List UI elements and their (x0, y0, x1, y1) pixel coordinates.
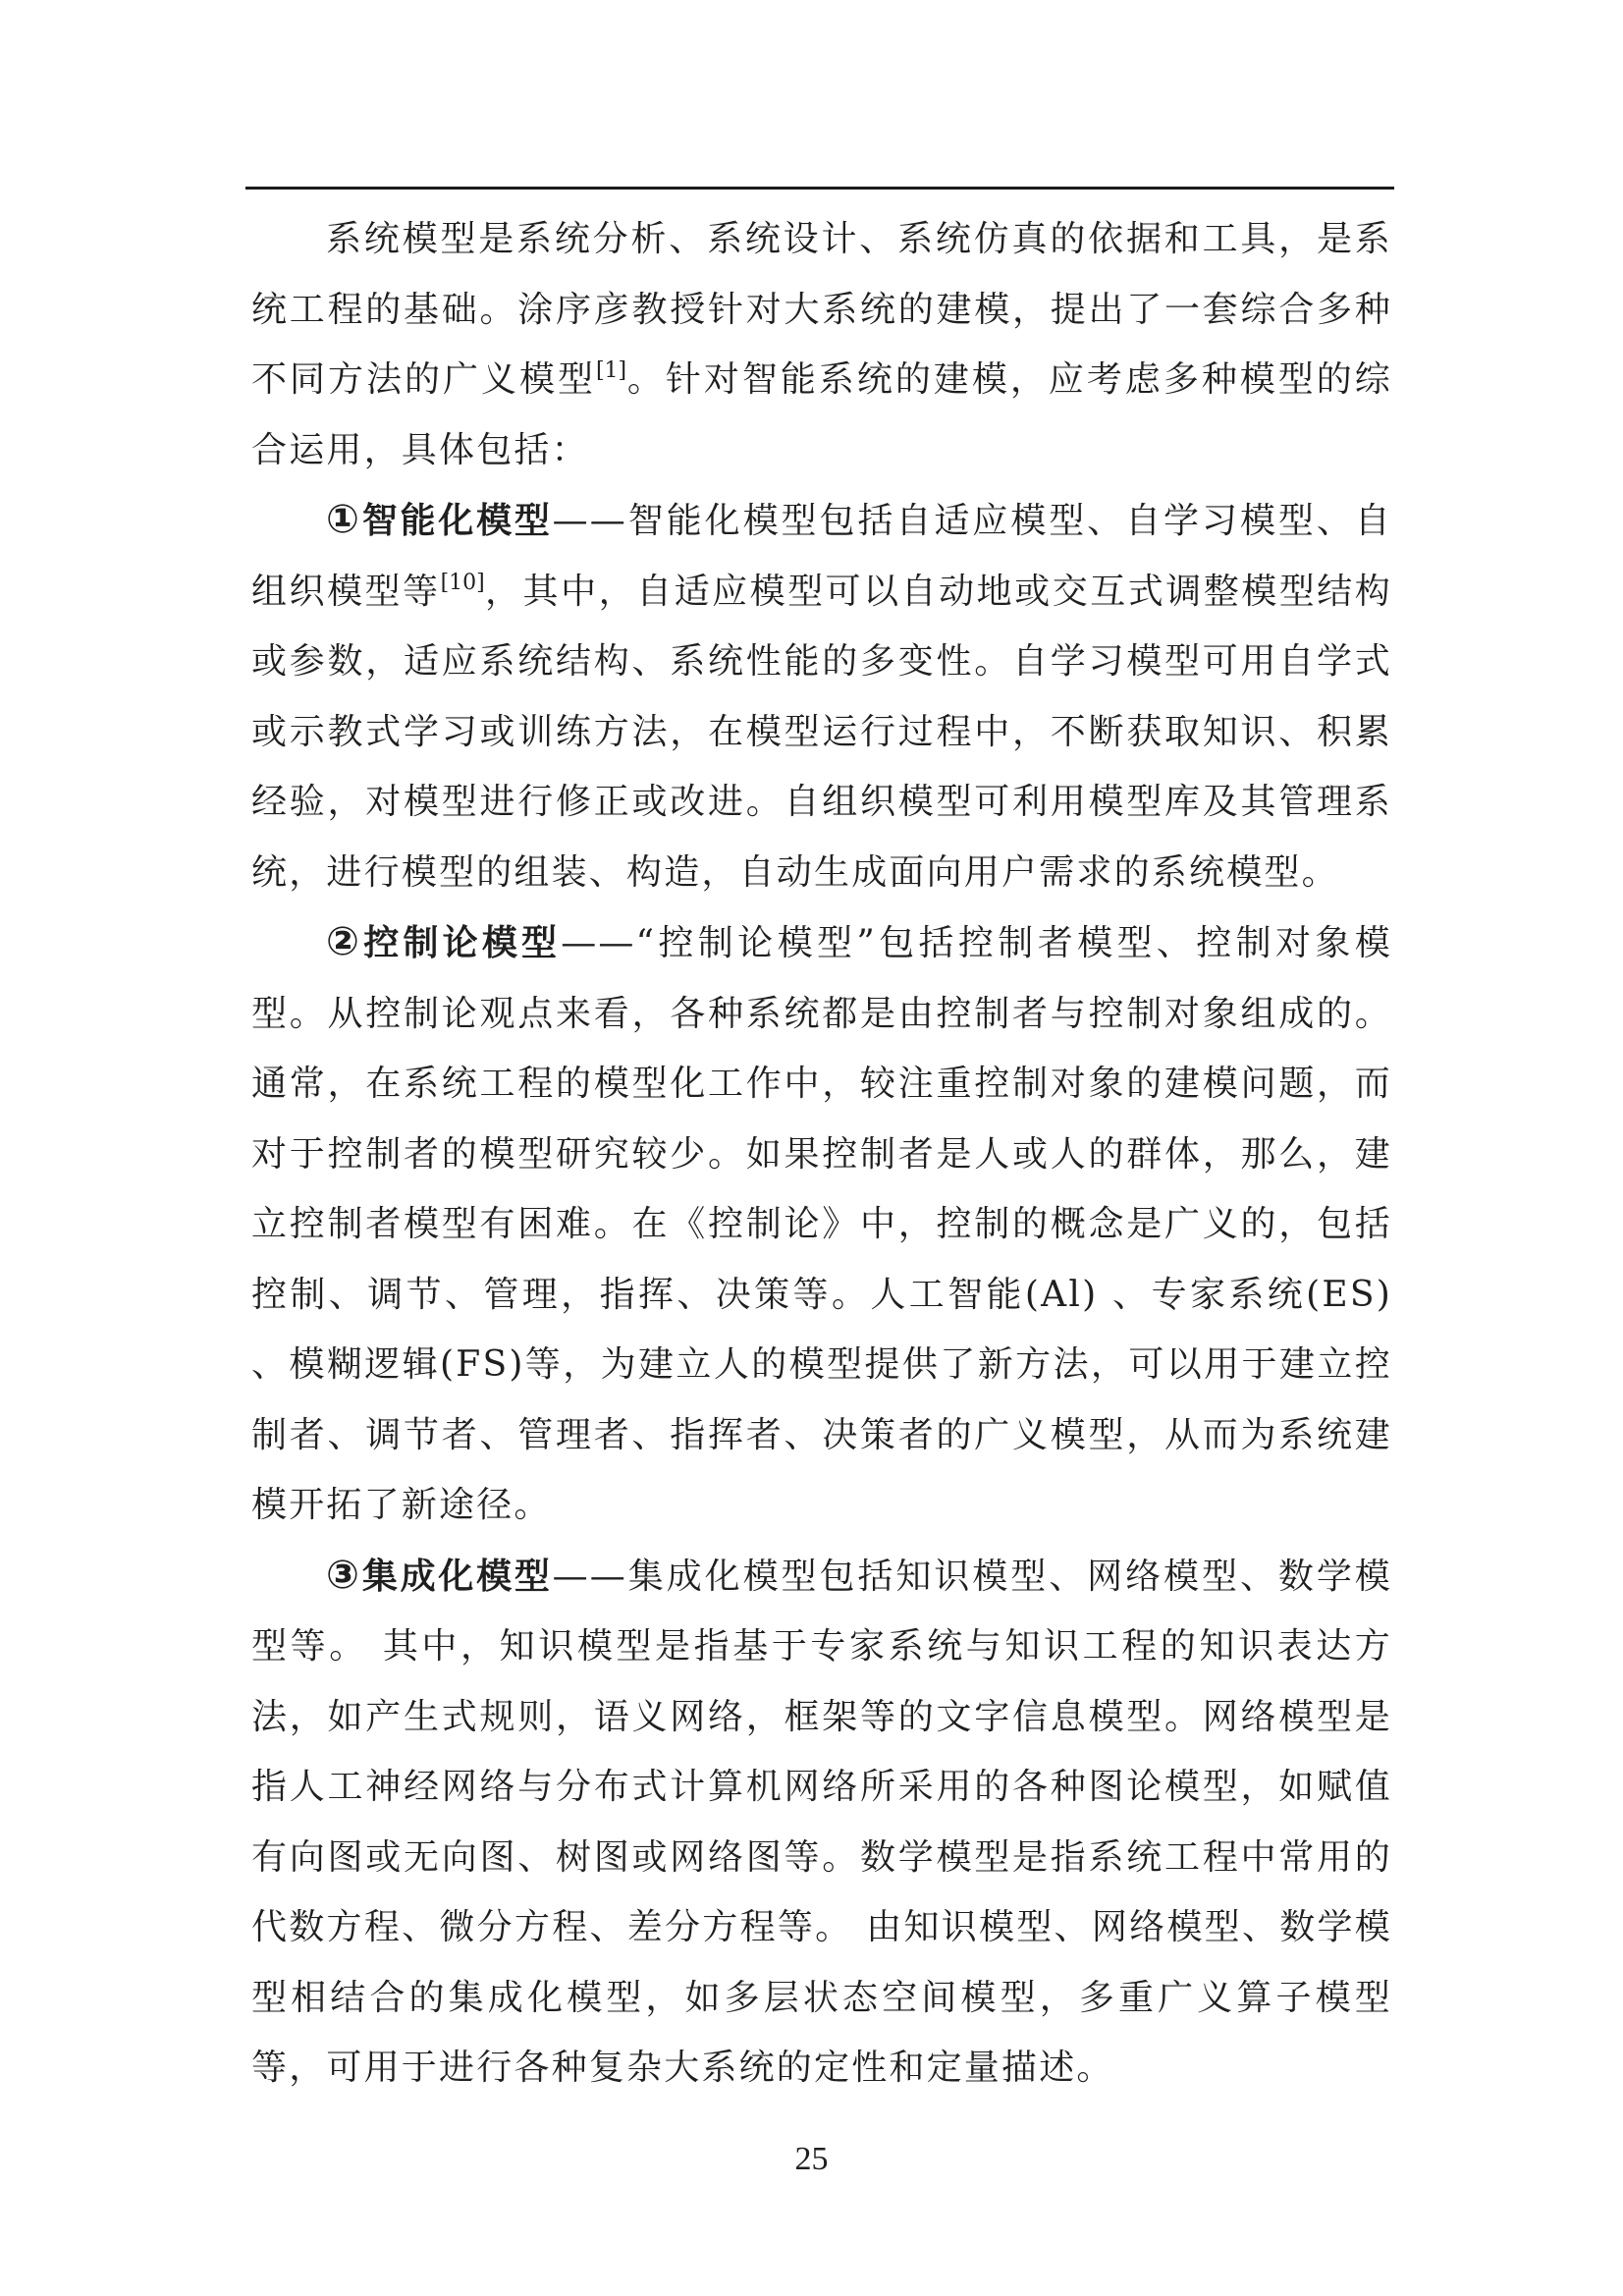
body-text (251, 204, 1392, 2104)
citation-ref: [1] (595, 358, 627, 383)
paragraph-text: ——智能化模型包括自适应模型、自学习模型、自组织模型等 (251, 501, 1392, 612)
item-number: ① (326, 497, 362, 542)
item-number: ③ (326, 1552, 362, 1598)
paragraph-text: 系统模型是系统分析、系统设计、系统仿真的依据和工具，是系统工程的基础。涂序彦教授针对大系统的建模，提出了一套综合多种不同方法的广义模型 (251, 219, 1392, 400)
paragraph-text: ，其中，自适应模型可以自动地或交互式调整模型结构或参数，适应系统结构、系统性能的多变性。自学习模型可用自学式或示教式学习或训练方法，在模型运行过程中，不断获取知识、积累经验，对模型进行修正或改进。自组织模型可利用模型库及其管理系统，进行模型的组装、构造，自动生成面向用户需求的系统模型。 (251, 571, 1392, 893)
item-heading: 控制论模型 (363, 923, 562, 963)
paragraph-cybernetic-model (251, 907, 1392, 1541)
item-heading: 智能化模型 (361, 501, 553, 541)
page-number: 25 (794, 2141, 829, 2177)
item-number: ② (326, 919, 364, 964)
paragraph-text: 。针对智能系统的建模，应考虑多种模型的综合运用，具体包括： (251, 359, 1392, 470)
paragraph-text: ——“控制论模型”包括控制者模型、控制对象模型。从控制论观点来看，各种系统都是由控制者与控制对象组成的。通常，在系统工程的模型化工作中，较注重控制对象的建模问题，而对于控制者的模型研究较少。如果控制者是人或人的群体，那么，建立控制者模型有困难。在《控制论》中，控制的概念是广义的，包括控制、调节、管理，指挥、决策等。人工智能(Al) 、专家系统(ES) 、模糊逻辑(FS)等，为建立人的模型提供了新方法，可以用于建立控制者、调节者、管理者、指挥者、决策者的广义模型，从而为系统建模开拓了新途径。 (251, 923, 1392, 1525)
item-heading: 集成化模型 (361, 1556, 553, 1597)
paragraph-intro (251, 204, 1392, 485)
paragraph-intelligent-model (251, 485, 1392, 907)
header-rule (245, 187, 1394, 190)
paragraph-integrated-model (251, 1541, 1392, 2104)
paragraph-text: ——集成化模型包括知识模型、网络模型、数学模型等。 其中，知识模型是指基于专家系统与知识工程的知识表达方法，如产生式规则，语义网络，框架等的文字信息模型。网络模型是指人工神经网络与分布式计算机网络所采用的各种图论模型，如赋值有向图或无向图、树图或网络图等。数学模型是指系统工程中常用的代数方程、微分方程、差分方程等。 由知识模型、网络模型、数学模型相结合的集成化模型，如多层状态空间模型，多重广义算子模型等，可用于进行各种复杂大系统的定性和定量描述。 (251, 1556, 1392, 2088)
citation-ref: [10] (440, 570, 485, 595)
